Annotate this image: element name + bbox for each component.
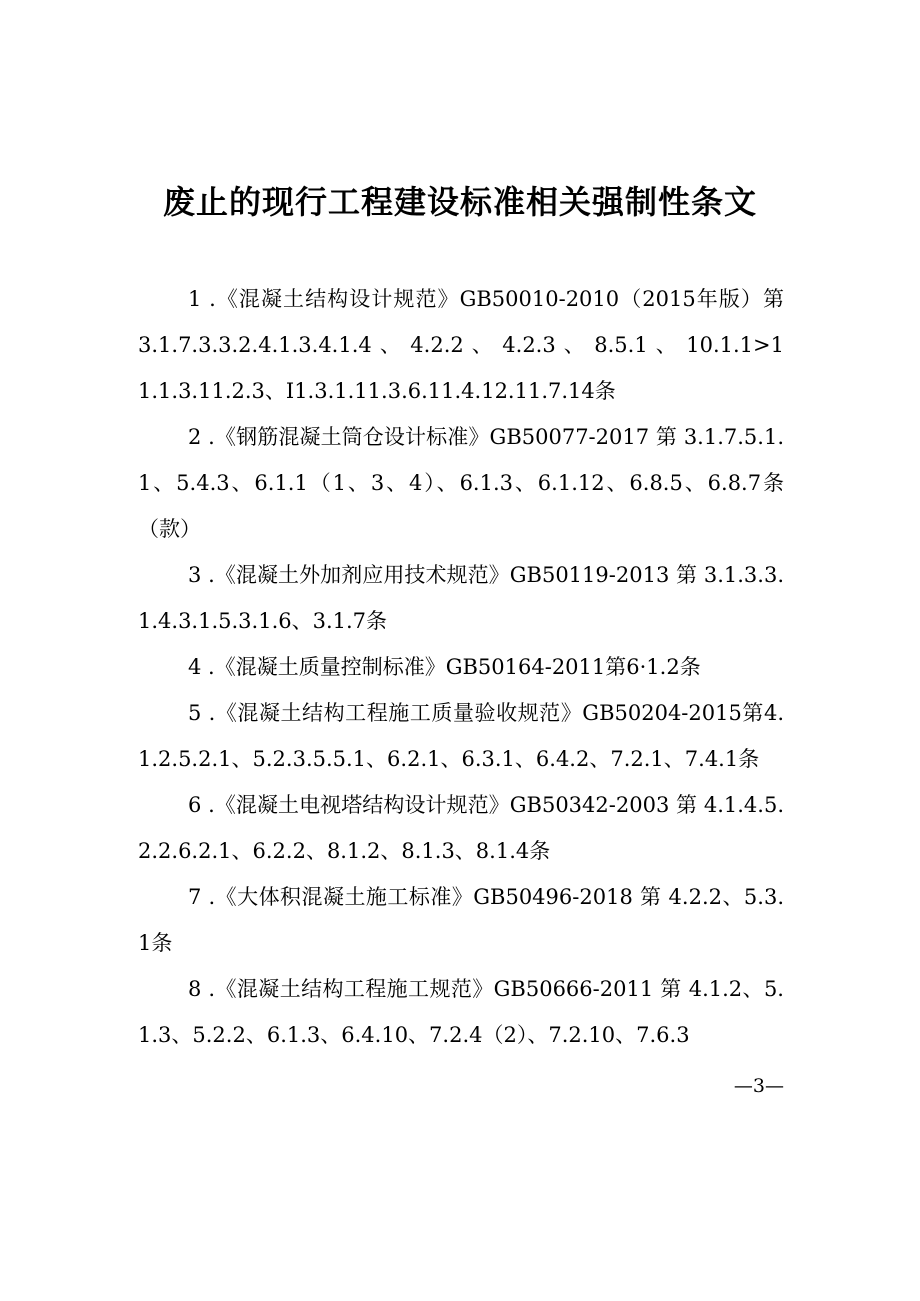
standard-item-8: 8 .《混凝土结构工程施工规范》GB50666-2011 第 4.1.2、5.1.3、5.2.2、6.1.3、6.4.10、7.2.4（2）、7.2.10、7.6.3 xyxy=(138,977,784,1047)
page-number: —3— xyxy=(733,1075,784,1097)
document-title: 废止的现行工程建设标准相关强制性条文 xyxy=(162,183,757,221)
standard-item-6: 6 .《混凝土电视塔结构设计规范》GB50342-2003 第 4.1.4.5.2.2.6.2.1、6.2.2、8.1.2、8.1.3、8.1.4条 xyxy=(138,793,784,863)
standards-list xyxy=(138,276,784,1058)
standard-item-5: 5 .《混凝土结构工程施工质量验收规范》GB50204-2015第4.1.2.5.2.1、5.2.3.5.5.1、6.2.1、6.3.1、6.4.2、7.2.1、7.4.1条 xyxy=(138,701,784,771)
standard-item-2: 2 .《钢筋混凝土筒仓设计标准》GB50077-2017 第 3.1.7.5.1.1、5.4.3、6.1.1（1、3、4）、6.1.3、6.1.12、6.8.5、6.8.7条（款） xyxy=(138,425,784,541)
standard-item-4: 4 .《混凝土质量控制标准》GB50164-2011第6·1.2条 xyxy=(188,655,701,679)
standard-item-1: 1 .《混凝土结构设计规范》GB50010-2010（2015年版）第 3.1.7.3.3.2.4.1.3.4.1.4 、 4.2.2 、 4.2.3 、 8.5.1 、 10.1.1>11.1.3.11.2.3、I1.3.1.11.3.6.11.4.12.11.7.14条 xyxy=(138,287,784,403)
standard-item-3: 3 .《混凝土外加剂应用技术规范》GB50119-2013 第 3.1.3.3.1.4.3.1.5.3.1.6、3.1.7条 xyxy=(138,563,784,633)
standard-item-7: 7 .《大体积混凝土施工标准》GB50496-2018 第 4.2.2、5.3.1条 xyxy=(138,885,784,955)
